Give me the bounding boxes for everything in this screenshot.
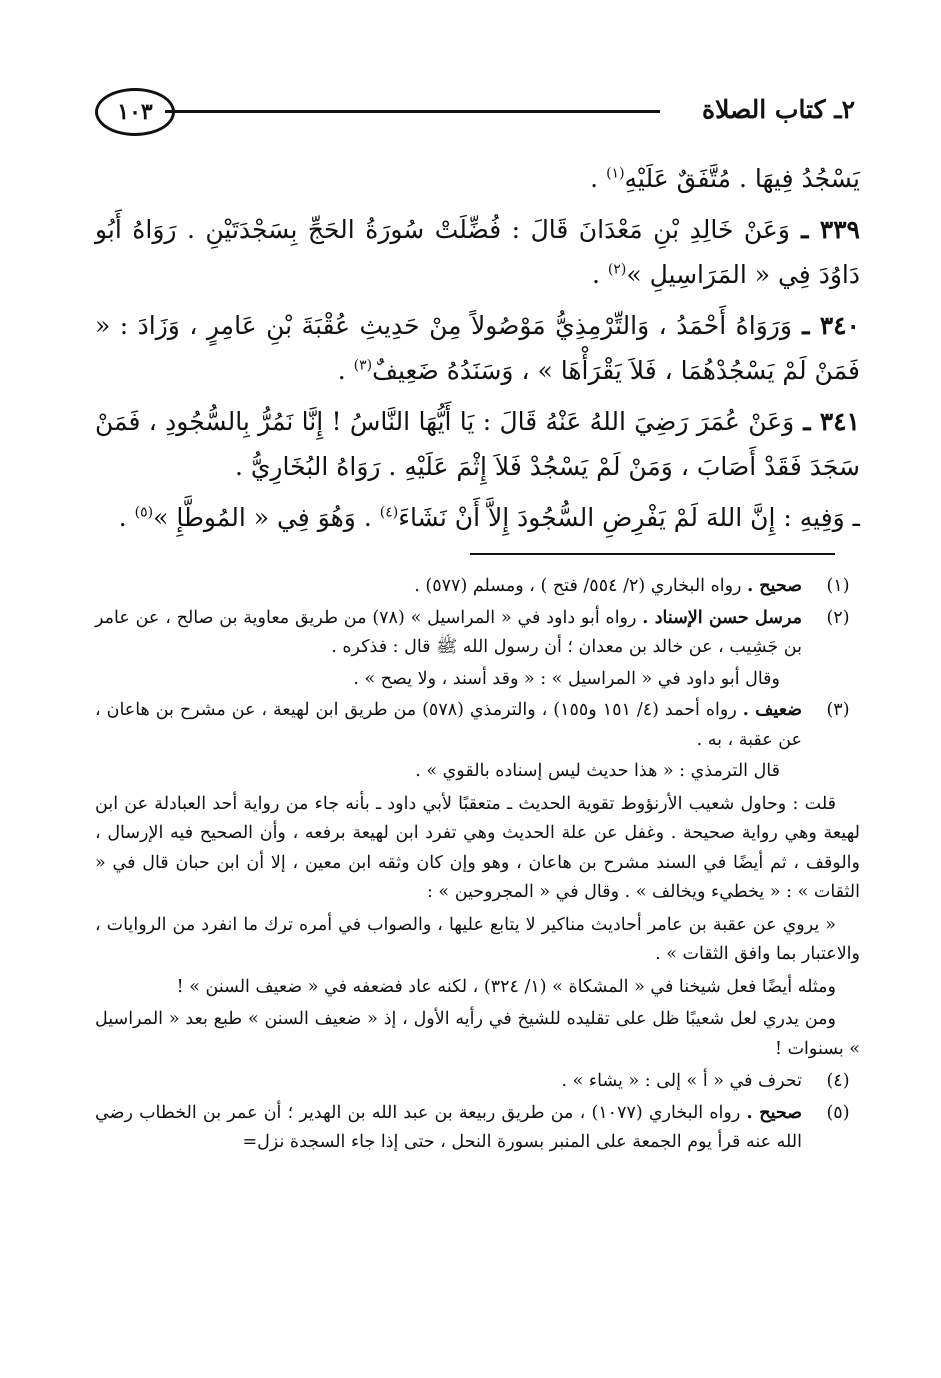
footnote-number: (٢) bbox=[826, 607, 850, 628]
footnote-number: (٣) bbox=[826, 700, 850, 720]
main-text bbox=[95, 156, 860, 546]
footnote-5: (٥) صحيح . رواه البخاري (١٠٧٧) ، من طريق ربيعة بن عبد الله بن الهدير ؛ أن عمر بن الخطاب رضي الله عنه قرأ يوم الجمعة على المنبر بسورة النحل ، حتى إذا جاء السجدة نزل= bbox=[95, 1099, 860, 1158]
hadith-number: ٣٤١ ـ bbox=[794, 407, 860, 436]
footnote-3-note: ومثله أيضًا فعل شيخنا في « المشكاة » (١/ ٣٢٤) ، لكنه عاد فضعفه في « ضعيف السنن » ! bbox=[176, 976, 836, 997]
hadith-number: ٣٣٩ ـ bbox=[789, 215, 860, 244]
footnote-ref: (٣) bbox=[353, 357, 373, 374]
footnote-ref: (١) bbox=[606, 165, 625, 182]
footnote-2: (٢) مرسل حسن الإسناد . رواه أبو داود في « المراسيل » (٧٨) من طريق معاوية بن صالح ، عن عامر بن جَشِيب ، عن خالد بن معدان ؛ أن رسول الله ﷺ قال : فذكره . وقال أبو داود في « المراسيل » : « وقد أسند ، ولا يصح » . bbox=[95, 604, 860, 695]
hadith-number: ٣٤٠ ـ bbox=[791, 311, 860, 340]
footnotes bbox=[95, 572, 860, 1160]
footnote-separator bbox=[470, 553, 835, 555]
footnote-1: (١) صحيح . رواه البخاري (٢/ ٥٥٤/ فتح ) ، ومسلم (٥٧٧) . bbox=[95, 572, 860, 602]
footnote-ref: (٢) bbox=[607, 261, 627, 278]
hadith-341-addition: ـ وَفِيهِ : إِنَّ اللهَ لَمْ يَفْرِضِ السُّجُودَ إِلاَّ أَنْ نَشَاءَ$^{(٤)}$ . وَهُوَ فِي « المُوطَّإِ »$^{(٥)}$ . bbox=[118, 503, 860, 532]
header-rule bbox=[165, 110, 660, 113]
footnote-4: (٤) تحرف في « أ » إلى : « يشاء » . bbox=[95, 1067, 860, 1097]
footnote-ref: (٤) bbox=[379, 504, 399, 521]
footnote-3-comment: قلت : وحاول شعيب الأرنؤوط تقوية الحديث ـ متعقبًا لأبي داود ـ بأنه جاء من رواية أحد العبادلة عن ابن لهيعة وهي رواية صحيحة . وغفل عن علة الحديث وهي تفرد ابن لهيعة برفعه ، وأن الصحيح فيه الإرسال ، والوقف ، ثم أيضًا في السند مشرح بن هاعان ، وهو وإن كان وثقه ابن معين ، إلا أن ابن حبان قال في « الثقات » : « يخطيء ويخالف » . وقال في « المجروحين » : bbox=[95, 793, 860, 902]
footnote-number: (٤) bbox=[826, 1071, 850, 1091]
page-header bbox=[95, 88, 855, 136]
hadith-341: ٣٤١ ـ وَعَنْ عُمَرَ رَضِيَ اللهُ عَنْهُ قَالَ : يَا أَيُّهَا النَّاسُ ! إِنَّا نَمُرُّ بِالسُّجُودِ ، فَمَنْ سَجَدَ فَقَدْ أَصَابَ ، وَمَنْ لَمْ يَسْجُدْ فَلاَ إِثْمَ عَلَيْهِ . رَوَاهُ البُخَارِيُّ . bbox=[95, 407, 860, 481]
footnote-ref: (٥) bbox=[134, 504, 154, 521]
footnote-3-quote: « يروي عن عقبة بن عامر أحاديث مناكير لا يتابع عليها ، والصواب في أمره ترك ما انفرد من الروايات ، والاعتبار بما وافق الثقات » . bbox=[95, 914, 860, 964]
chapter-title: ٢ـ كتاب الصلاة bbox=[701, 95, 855, 124]
footnote-number: (١) bbox=[826, 576, 850, 596]
footnote-3: (٣) ضعيف . رواه أحمد (٤/ ١٥١ و١٥٥) ، والترمذي (٥٧٨) من طريق ابن لهيعة ، عن مشرح بن هاعان ، عن عقبة ، به . قال الترمذي : « هذا حديث ليس إسناده بالقوي » . bbox=[95, 696, 860, 787]
footnote-number: (٥) bbox=[826, 1102, 850, 1123]
page-number: ١٠٣ bbox=[95, 88, 175, 136]
hadith-340: ٣٤٠ ـ وَرَوَاهُ أَحْمَدُ ، وَالتِّرْمِذِيُّ مَوْصُولاً مِنْ حَدِيثِ عُقْبَةَ بْنِ عَامِرٍ ، وَزَادَ : « فَمَنْ لَمْ يَسْجُدْهُمَا ، فَلاَ يَقْرَأْهَا » ، وَسَنَدُهُ ضَعِيفٌ$^{(٣)}$ . bbox=[95, 311, 860, 385]
paragraph-continuation: يَسْجُدُ فِيهَا . مُتَّفَقٌ عَلَيْهِ$^{(١)}$ . bbox=[590, 164, 860, 193]
footnote-3-note-2: ومن يدري لعل شعيبًا ظل على تقليده للشيخ في رأيه الأول ، إذ « ضعيف السنن » طبع بعد « المراسيل » بسنوات ! bbox=[95, 1009, 860, 1059]
hadith-339: ٣٣٩ ـ وَعَنْ خَالِدِ بْنِ مَعْدَانَ قَالَ : فُضِّلَتْ سُورَةُ الحَجِّ بِسَجْدَتَيْنِ . رَوَاهُ أَبُو دَاوُدَ فِي « المَرَاسِيلِ »$^{(٢)}$ . bbox=[95, 215, 860, 289]
